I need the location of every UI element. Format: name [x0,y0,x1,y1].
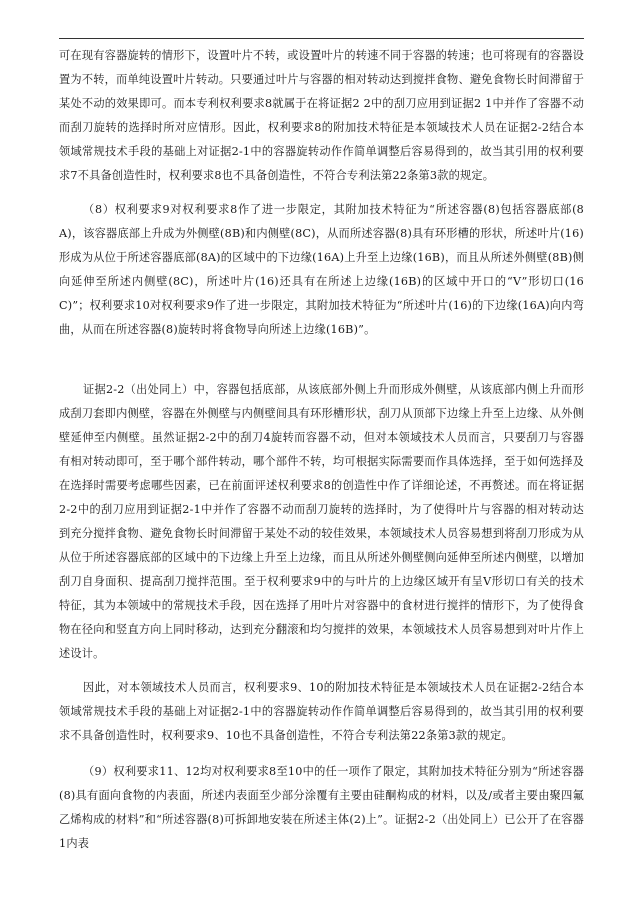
paragraph-5: （9）权利要求11、12均对权利要求8至10中的任一项作了限定，其附加技术特征分别为“所述容器(8)具有面向食物的内表面，所述内表面至少部分涂覆有主要由硅酮构成的材料，以及/或者主要由聚四氟乙烯构成的材料”和“所述容器(8)可拆卸地安装在所述主体(2)上”。证据2-2（出处同上）已公开了在容器1内表 [59,765,584,850]
paragraph-3: 证据2-2（出处同上）中，容器包括底部，从该底部外侧上升而形成外侧壁，从该底部内侧上升而形成刮刀套即内侧壁，容器在外侧壁与内侧壁间具有环形槽形状，刮刀从顶部下边缘上升至上边缘、从外侧壁延伸至内侧壁。虽然证据2-2中的刮刀4旋转而容器不动，但对本领域技术人员而言，只要刮刀与容器有相对转动即可，至于哪个部件转动，哪个部件不转，均可根据实际需要而作具体选择，至于如何选择及在选择时需要考虑哪些因素，已在前面评述权利要求8的创造性中作了详细论述，不再赘述。而在将证据2-2中的刮刀应用到证据2-1中并作了容器不动而刮刀旋转的选择时，为了使得叶片与容器的相对转动达到充分搅拌食物、避免食物长时间滞留于某处不动的较佳效果，本领域技术人员容易想到将刮刀形成为从从位于所述容器底部的区域中的下边缘上升至上边缘，而且从所述外侧壁侧向延伸至所述内侧壁，以增加刮刀自身面积、提高刮刀搅拌范围。至于权利要求9中的与叶片的上边缘区域开有呈V形切口有关的技术特征，其为本领域中的常规技术手段，因在选择了用叶片对容器中的食材进行搅拌的情形下，为了使得食物在径向和竖直方向上同时移动，达到充分翻滚和均匀搅拌的效果，本领域技术人员容易想到对叶片作上述设计。 [59,383,584,660]
paragraph-1: 可在现有容器旋转的情形下，设置叶片不转，或设置叶片的转速不同于容器的转速；也可将现有的容器设置为不转，而单纯设置叶片转动。只要通过叶片与容器的相对转动达到搅拌食物、避免食物长时间滞留于某处不动的效果即可。而本专利权利要求8就属于在将证据2 2中的刮刀应用到证据2 1中并作了容器不动而刮刀旋转的选择时所对应情形。因此，权利要求8的附加技术特征是本领域技术人员在证据2-2结合本领域常规技术手段的基础上对证据2-1中的容器旋转动作作简单调整后容易得到的，故当其引用的权利要求7不具备创造性时，权利要求8也不具备创造性，不符合专利法第22条第3款的规定。 [59,49,584,182]
paragraph-4: 因此，对本领域技术人员而言，权利要求9、10的附加技术特征是本领域技术人员在证据2-2结合本领域常规技术手段的基础上对证据2-1中的容器旋转动作作简单调整后容易得到的，故当其引用的权利要求不具备创造性时，权利要求9、10也不具备创造性，不符合专利法第22条第3款的规定。 [59,681,584,742]
header-rule [59,38,584,39]
paragraph-2: （8）权利要求9对权利要求8作了进一步限定，其附加技术特征为“所述容器(8)包括容器底部(8A)，该容器底部上升成为外侧壁(8B)和内侧壁(8C)，从而所述容器(8)具有环形槽的形状，所述叶片(16)形成为从位于所述容器底部(8A)的区域中的下边缘(16A)上升至上边缘(16B)，而且从所述外侧壁(8B)侧向延伸至所述内侧壁(8C)，所述叶片(16)还具有在所述上边缘(16B)的区域中开口的“V”形切口(16C)”；权利要求10对权利要求9作了进一步限定，其附加技术特征为“所述叶片(16)的下边缘(16A)向内弯曲，从而在所述容器(8)旋转时将食物导向所述上边缘(16B)”。 [59,203,584,336]
